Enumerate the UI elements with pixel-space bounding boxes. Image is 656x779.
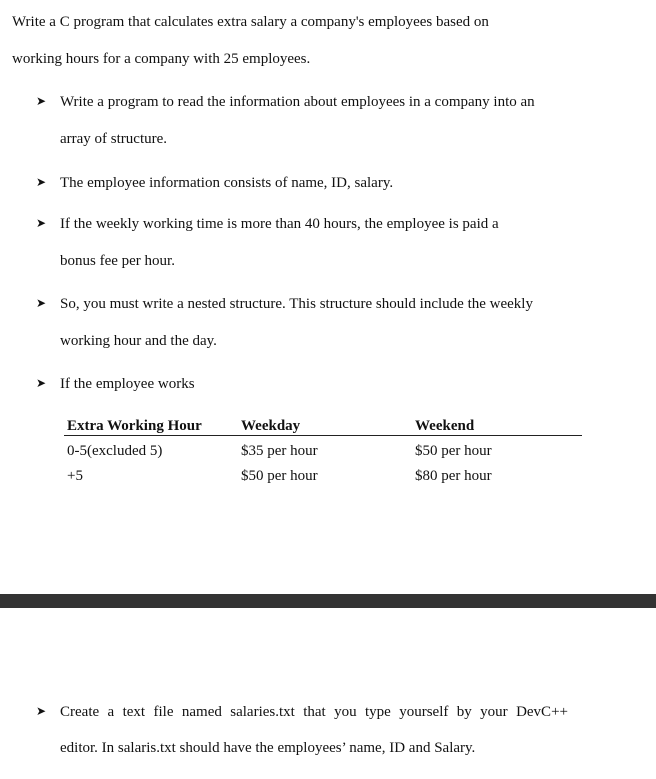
table-header-extra-hours: Extra Working Hour bbox=[67, 418, 202, 434]
table-cell: $35 per hour bbox=[241, 443, 318, 459]
table-cell: $50 per hour bbox=[415, 443, 492, 459]
table-header-weekend: Weekend bbox=[415, 418, 475, 434]
arrowhead-bullet-icon: ➤ bbox=[36, 216, 47, 230]
bullet-3-line-2: bonus fee per hour. bbox=[60, 253, 175, 269]
intro-line-1: Write a C program that calculates extra salary a company's employees based on bbox=[12, 14, 489, 30]
arrowhead-bullet-icon: ➤ bbox=[36, 175, 47, 189]
table-cell: $80 per hour bbox=[415, 468, 492, 484]
page2-bullet-line-2: editor. In salaris.txt should have the employees’ name, ID and Salary. bbox=[60, 740, 476, 756]
table-cell: $50 per hour bbox=[241, 468, 318, 484]
bullet-2-line-1: The employee information consists of name, ID, salary. bbox=[60, 175, 394, 191]
bullet-5-line-1: If the employee works bbox=[60, 376, 195, 392]
intro-line-2: working hours for a company with 25 employees. bbox=[12, 51, 311, 67]
bullet-4-line-2: working hour and the day. bbox=[60, 333, 217, 349]
bullet-4-line-1: So, you must write a nested structure. This structure should include the weekly bbox=[60, 296, 533, 312]
arrowhead-bullet-icon: ➤ bbox=[36, 376, 47, 390]
arrowhead-bullet-icon: ➤ bbox=[36, 704, 47, 718]
page2-bullet-line-1: Create a text file named salaries.txt that you type yourself by your DevC++ bbox=[60, 704, 568, 720]
bullet-1-line-2: array of structure. bbox=[60, 131, 168, 147]
table-cell: +5 bbox=[67, 468, 83, 484]
table-header-rule bbox=[64, 435, 582, 436]
bullet-3-line-1: If the weekly working time is more than 40 hours, the employee is paid a bbox=[60, 216, 499, 232]
bullet-1-line-1: Write a program to read the information about employees in a company into an bbox=[60, 94, 535, 110]
page-break-bar bbox=[0, 594, 656, 608]
arrowhead-bullet-icon: ➤ bbox=[36, 296, 47, 310]
table-header-weekday: Weekday bbox=[241, 418, 301, 434]
table-cell: 0-5(excluded 5) bbox=[67, 443, 163, 459]
arrowhead-bullet-icon: ➤ bbox=[36, 94, 47, 108]
